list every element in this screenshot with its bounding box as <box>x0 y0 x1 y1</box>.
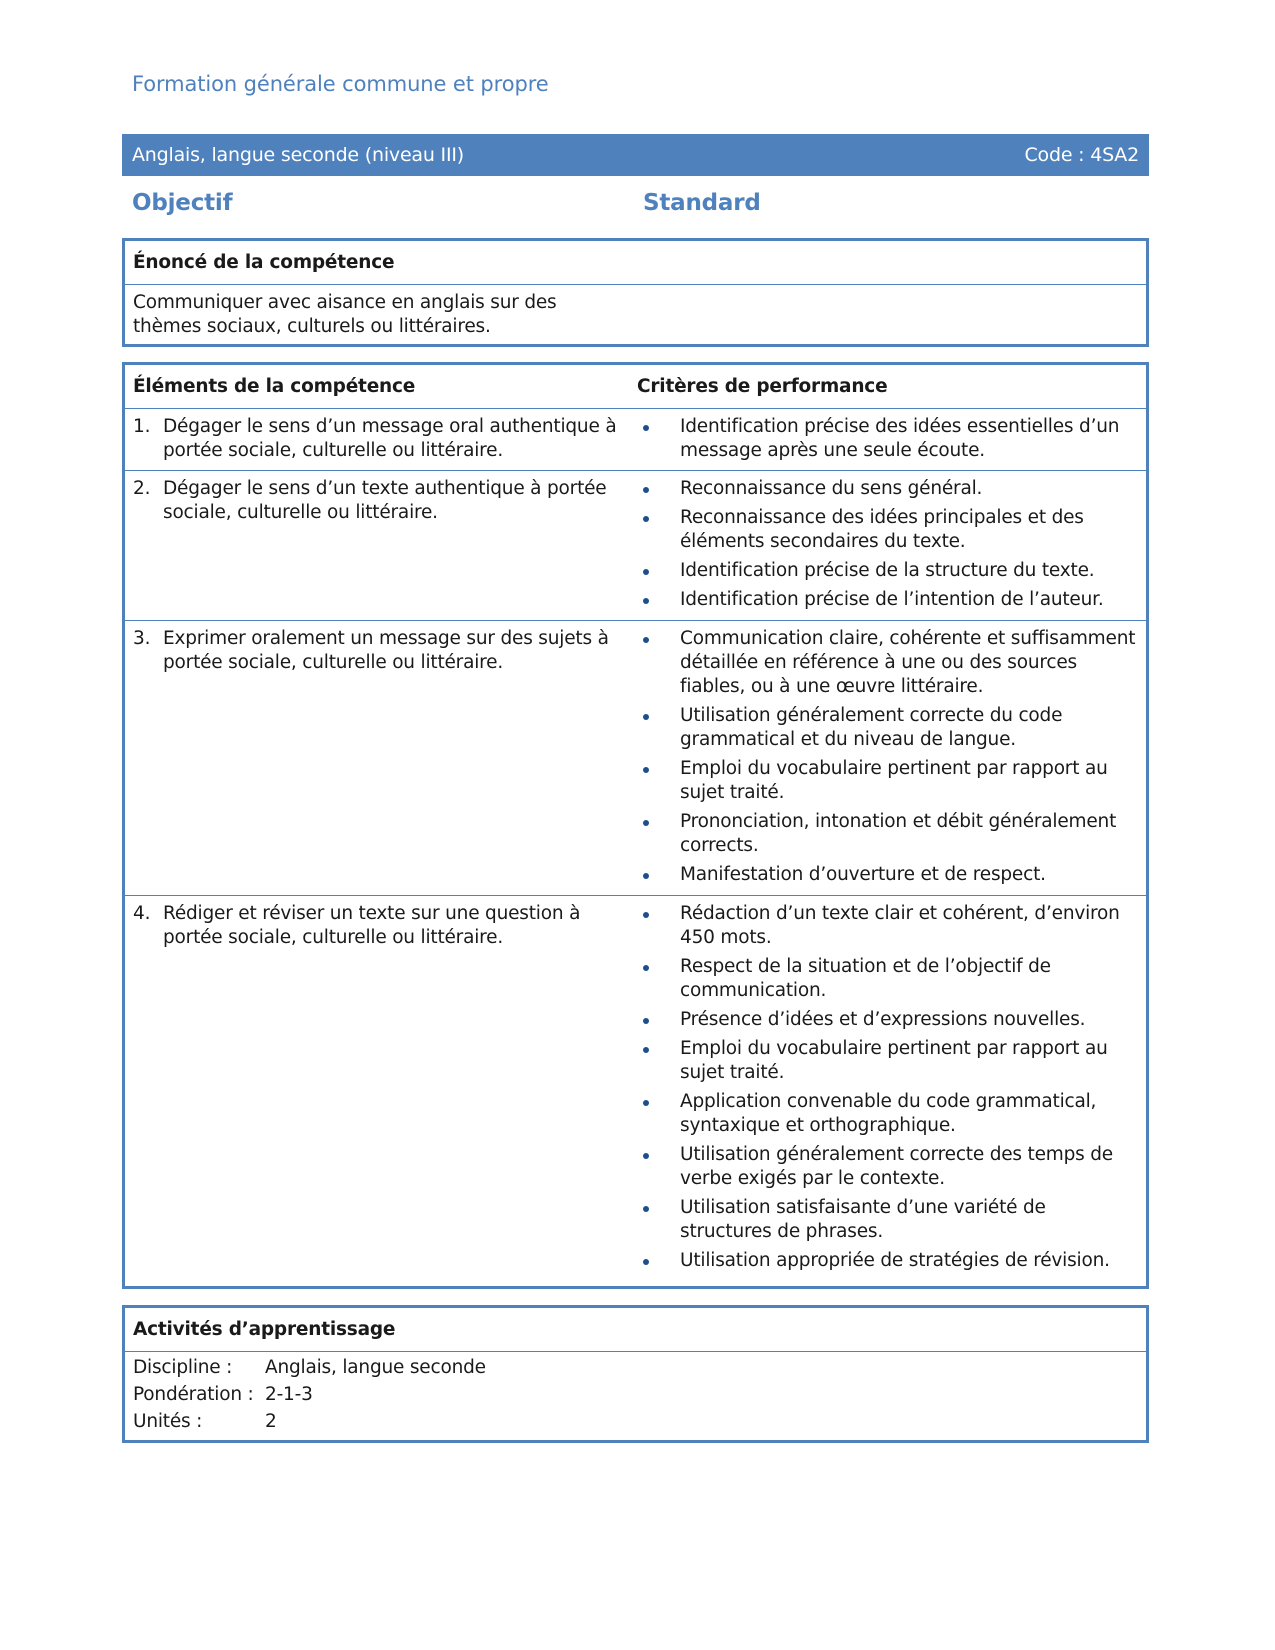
bullet-icon <box>637 902 680 950</box>
criterion-item: Reconnaissance du sens général. <box>637 477 1138 501</box>
bullet-icon <box>637 588 680 612</box>
bullet-icon <box>637 477 680 501</box>
criterion-item: Identification précise de la structure du texte. <box>637 559 1138 583</box>
enonce-text: Communiquer avec aisance en anglais sur des thèmes sociaux, culturels ou littéraires. <box>133 292 557 337</box>
heading-standard: Standard <box>643 190 761 216</box>
criterion-item: Utilisation appropriée de stratégies de révision. <box>637 1249 1138 1273</box>
course-header-bar <box>122 134 1149 176</box>
table-header-row <box>125 365 1146 409</box>
element-text: Exprimer oralement un message sur des sujets à portée sociale, culturelle ou littéraire. <box>163 628 609 673</box>
criterion-item: Prononciation, intonation et débit généralement corrects. <box>637 810 1138 858</box>
bullet-icon <box>637 1090 680 1138</box>
enonce-box <box>122 238 1149 347</box>
bullet-icon <box>637 1196 680 1244</box>
activities-title: Activités d’apprentissage <box>125 1308 1146 1352</box>
bullet-icon <box>637 757 680 805</box>
criterion-item: Manifestation d’ouverture et de respect. <box>637 863 1138 887</box>
unites-value: 2 <box>265 1411 277 1432</box>
element-number: 3. <box>133 628 151 649</box>
criterion-item: Utilisation généralement correcte des temps de verbe exigés par le contexte. <box>637 1143 1138 1191</box>
bullet-icon <box>637 810 680 858</box>
table-row <box>125 621 1146 896</box>
competence-table <box>122 362 1149 1289</box>
criterion-item: Rédaction d’un texte clair et cohérent, d’environ 450 mots. <box>637 902 1138 950</box>
table-row <box>125 896 1146 1277</box>
course-code: Code : 4SA2 <box>1024 144 1139 166</box>
criterion-item: Emploi du vocabulaire pertinent par rapport au sujet traité. <box>637 1037 1138 1085</box>
element-text: Dégager le sens d’un message oral authentique à portée sociale, culturelle ou littéraire. <box>163 416 617 461</box>
enonce-title: Énoncé de la compétence <box>125 241 1146 285</box>
unites-row <box>125 1408 1146 1435</box>
bullet-icon <box>637 1249 680 1273</box>
bullet-icon <box>637 559 680 583</box>
criterion-item: Reconnaissance des idées principales et des éléments secondaires du texte. <box>637 506 1138 554</box>
bullet-icon <box>637 704 680 752</box>
criterion-item: Utilisation généralement correcte du code grammatical et du niveau de langue. <box>637 704 1138 752</box>
criterion-item: Identification précise des idées essentielles d’un message après une seule écoute. <box>637 415 1138 463</box>
discipline-value: Anglais, langue seconde <box>265 1357 486 1378</box>
bullet-icon <box>637 506 680 554</box>
criterion-item: Utilisation satisfaisante d’une variété de structures de phrases. <box>637 1196 1138 1244</box>
criterion-item: Identification précise de l’intention de l’auteur. <box>637 588 1138 612</box>
unites-label: Unités : <box>133 1411 203 1432</box>
criterion-item: Présence d’idées et d’expressions nouvelles. <box>637 1008 1138 1032</box>
heading-objectif: Objectif <box>132 190 233 216</box>
discipline-row <box>125 1354 1146 1381</box>
element-text: Dégager le sens d’un texte authentique à portée sociale, culturelle ou littéraire. <box>163 478 607 523</box>
column-header-criteres: Critères de performance <box>637 376 888 397</box>
bullet-icon <box>637 415 680 463</box>
criterion-item: Respect de la situation et de l’objectif de communication. <box>637 955 1138 1003</box>
element-text: Rédiger et réviser un texte sur une question à portée sociale, culturelle ou littéraire. <box>163 903 581 948</box>
bullet-icon <box>637 955 680 1003</box>
bullet-icon <box>637 1037 680 1085</box>
section-title: Formation générale commune et propre <box>132 72 549 96</box>
course-name: Anglais, langue seconde (niveau III) <box>132 144 464 166</box>
bullet-icon <box>637 627 680 699</box>
ponderation-label: Pondération : <box>133 1384 254 1405</box>
discipline-label: Discipline : <box>133 1357 233 1378</box>
table-row <box>125 471 1146 621</box>
criterion-item: Communication claire, cohérente et suffisamment détaillée en référence à une ou des sources fiables, ou à une œuvre littéraire. <box>637 627 1138 699</box>
column-header-elements: Éléments de la compétence <box>133 376 416 397</box>
element-number: 2. <box>133 478 151 499</box>
ponderation-value: 2-1-3 <box>265 1384 313 1405</box>
element-number: 4. <box>133 903 151 924</box>
criterion-item: Emploi du vocabulaire pertinent par rapport au sujet traité. <box>637 757 1138 805</box>
criterion-item: Application convenable du code grammatical, syntaxique et orthographique. <box>637 1090 1138 1138</box>
table-row <box>125 409 1146 471</box>
element-number: 1. <box>133 416 151 437</box>
bullet-icon <box>637 1008 680 1032</box>
activities-box <box>122 1305 1149 1443</box>
bullet-icon <box>637 1143 680 1191</box>
bullet-icon <box>637 863 680 887</box>
ponderation-row <box>125 1381 1146 1408</box>
